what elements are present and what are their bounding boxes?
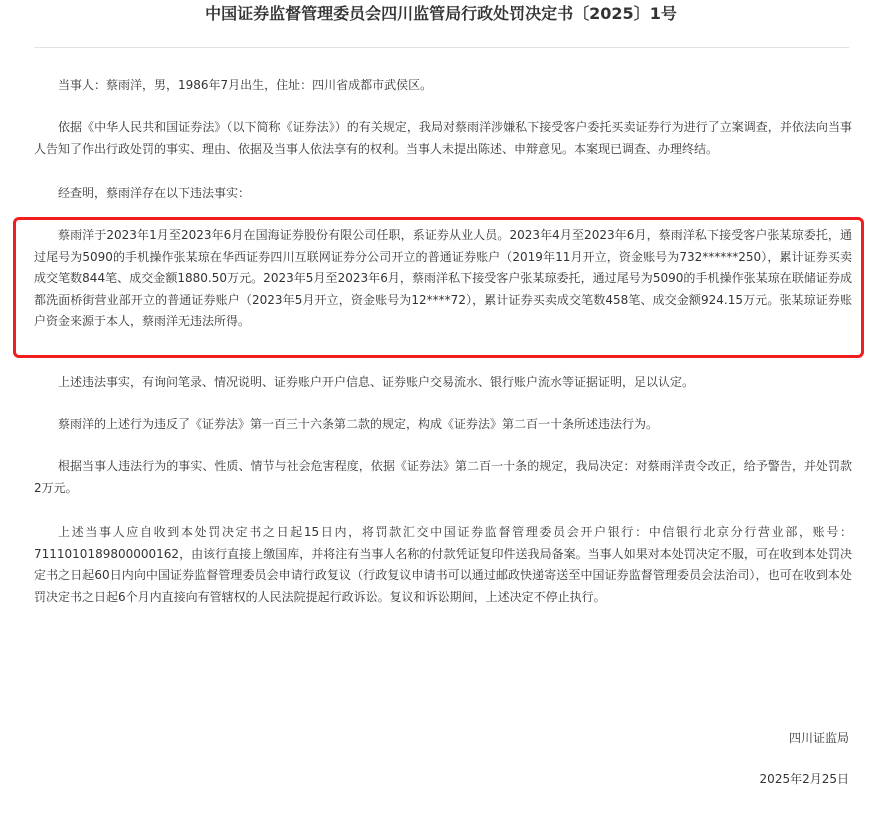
issuer-signature: 四川证监局: [788, 731, 849, 745]
paragraph-evidence: 上述违法事实，有询问笔录、情况说明、证券账户开户信息、证券账户交易流水、银行账户流水等证据证明，足以认定。: [58, 375, 695, 389]
issue-date: 2025年2月25日: [759, 772, 849, 786]
paragraph-legal-basis: 依据《中华人民共和国证券法》（以下简称《证券法》）的有关规定，我局对蔡雨洋涉嫌私下接受客户委托买卖证券行为进行了立案调查，并依法向当事人告知了作出行政处罚的事实、理由、依据及当事人依法享有的权利。当事人未提出陈述、申辩意见。本案现已调查、办理终结。: [34, 120, 852, 156]
paragraph-decision: 根据当事人违法行为的事实、性质、情节与社会危害程度，依据《证券法》第二百一十条的规定，我局决定：对蔡雨洋责令改正，给予警告，并处罚款2万元。: [34, 459, 852, 495]
paragraph-findings-intro: 经查明，蔡雨洋存在以下违法事实：: [58, 186, 251, 200]
paragraph-payment-appeal: 上述当事人应自收到本处罚决定书之日起15日内，将罚款汇交中国证券监督管理委员会开户银行：中信银行北京分行营业部，账号：7111010189800000162，由该行直接上缴国库，并将注有当事人名称的付款凭证复印件送我局备案。当事人如果对本处罚决定不服，可在收到本处罚决定书之日起60日内向中国证券监督管理委员会申请行政复议（行政复议申请书可以通过邮政快递寄送至中国证券监督管理委员会法治司），也可在收到本处罚决定书之日起6个月内直接向有管辖权的人民法院提起行政诉讼。复议和诉讼期间，上述决定不停止执行。: [34, 525, 852, 604]
title-divider: [34, 47, 849, 48]
paragraph-legal-violation: 蔡雨洋的上述行为违反了《证券法》第一百三十六条第二款的规定，构成《证券法》第二百一十条所述违法行为。: [58, 417, 659, 431]
paragraph-party: 当事人：蔡雨洋，男，1986年7月出生，住址：四川省成都市武侯区。: [58, 78, 433, 92]
paragraph-violation-facts: 蔡雨洋于2023年1月至2023年6月在国海证券股份有限公司任职，系证券从业人员。2023年4月至2023年6月，蔡雨洋私下接受客户张某琼委托，通过尾号为5090的手机操作张某琼在华西证券四川互联网证券分公司开立的普通证券账户（2019年11月开立，资金账号为732******250），累计证券买卖成交笔数844笔、成交金额1880.50万元。2023年5月至2023年6月，蔡雨洋私下接受客户张某琼委托，通过尾号为5090的手机操作张某琼在联储证券成都洗面桥街营业部开立的普通证券账户（2023年5月开立，资金账号为12****72），累计证券买卖成交笔数458笔、成交金额924.15万元。张某琼证券账户资金来源于本人，蔡雨洋无违法所得。: [34, 228, 852, 328]
document-title: 中国证券监督管理委员会四川监管局行政处罚决定书〔2025〕1号: [205, 4, 677, 23]
